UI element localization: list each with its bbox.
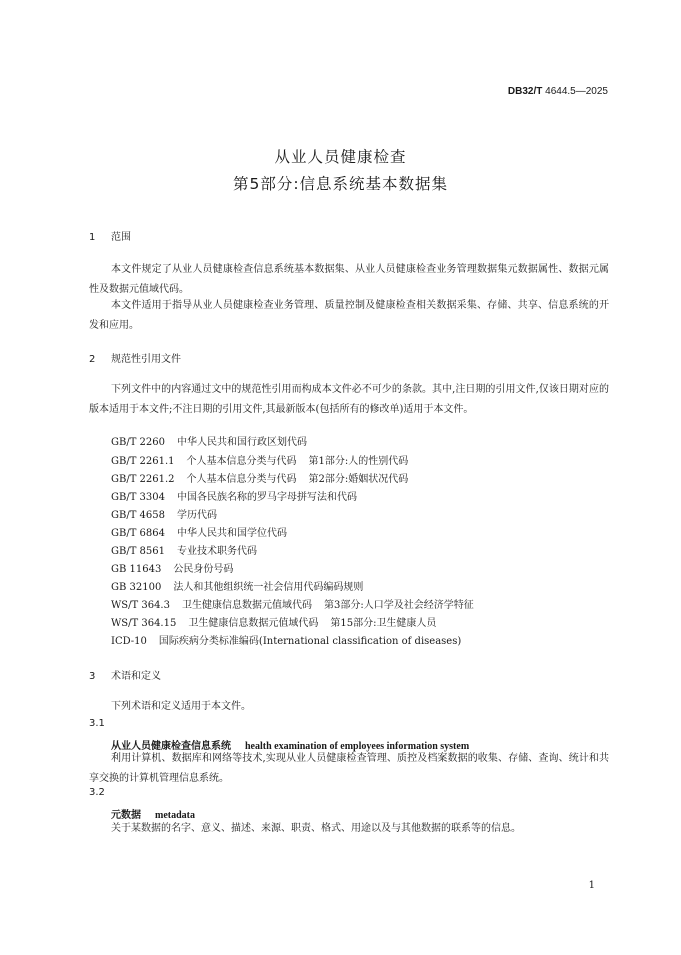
reference-code: WS/T 364.15 <box>111 618 177 629</box>
reference-item <box>111 560 233 580</box>
section-3-heading <box>89 667 161 682</box>
reference-item <box>111 578 363 598</box>
reference-title: 公民身份号码 <box>173 564 234 575</box>
section-2-number: 2 <box>89 354 96 365</box>
document-code-prefix: DB32/T <box>507 86 543 97</box>
title-line-1: 从业人员健康检查 <box>274 148 407 166</box>
reference-code: GB 32100 <box>111 582 162 593</box>
document-code <box>508 86 608 97</box>
section-3-number: 3 <box>89 671 96 682</box>
term-zh: 元数据 <box>111 810 141 821</box>
reference-title: 专业技术职务代码 <box>177 546 258 557</box>
reference-title: 个人基本信息分类与代码 <box>186 474 297 485</box>
reference-item <box>111 506 217 526</box>
section-3-intro: 下列术语和定义适用于本文件。 <box>111 701 251 712</box>
reference-code: GB/T 2261.1 <box>111 456 175 467</box>
reference-title: 中华人民共和国学位代码 <box>177 528 288 539</box>
term-definition: 关于某数据的名字、意义、描述、来源、职责、格式、用途以及与其他数据的联系等的信息。 <box>111 823 521 834</box>
reference-item <box>111 488 357 508</box>
section-1-title: 范围 <box>111 232 131 243</box>
reference-title: 中华人民共和国行政区划代码 <box>177 437 308 448</box>
reference-title: 中国各民族名称的罗马字母拼写法和代码 <box>177 492 358 503</box>
reference-item <box>111 596 474 616</box>
term-zh: 从业人员健康检查信息系统 <box>111 741 231 752</box>
reference-code: GB/T 3304 <box>111 492 166 503</box>
reference-item <box>111 524 287 544</box>
reference-title: 法人和其他组织统一社会信用代码编码规则 <box>173 582 364 593</box>
reference-item <box>111 433 307 453</box>
reference-part: 第15部分:卫生健康人员 <box>330 618 437 629</box>
reference-item <box>111 542 257 562</box>
title-line-2: 第5部分:信息系统基本数据集 <box>232 175 449 193</box>
page-number: 1 <box>588 880 595 891</box>
reference-title: 个人基本信息分类与代码 <box>186 456 297 467</box>
reference-part: 第3部分:人口学及社会经济学特征 <box>323 600 474 611</box>
reference-code: ICD-10 <box>111 636 147 647</box>
reference-code: WS/T 364.3 <box>111 600 170 611</box>
term-en: health examination of employees information system <box>245 741 470 752</box>
reference-code: GB/T 8561 <box>111 546 166 557</box>
reference-item <box>111 452 408 472</box>
reference-code: GB/T 2260 <box>111 437 166 448</box>
section-2-heading <box>89 350 181 365</box>
reference-title: 学历代码 <box>177 510 218 521</box>
reference-code: GB/T 6864 <box>111 528 166 539</box>
reference-part: 第1部分:人的性别代码 <box>308 456 409 467</box>
reference-item <box>111 470 408 490</box>
section-2-title: 规范性引用文件 <box>111 354 181 365</box>
reference-item <box>111 614 436 634</box>
reference-title: 国际疾病分类标准编码(International classification of diseases) <box>158 636 462 647</box>
reference-code: GB/T 4658 <box>111 510 166 521</box>
section-1-number: 1 <box>89 232 96 243</box>
section-1-paragraph-1: 本文件规定了从业人员健康检查信息系统基本数据集、从业人员健康检查业务管理数据集元数据属性、数据元属性及数据元值域代码。 <box>89 264 609 295</box>
reference-title: 卫生健康信息数据元值域代码 <box>181 600 312 611</box>
term-en: metadata <box>155 810 195 821</box>
term-number: 3.1 <box>89 718 105 729</box>
reference-code: GB/T 2261.2 <box>111 474 175 485</box>
term-number: 3.2 <box>89 787 105 798</box>
document-code-number: 4644.5—2025 <box>542 86 608 97</box>
section-2-intro: 下列文件中的内容通过文中的规范性引用而构成本文件必不可少的条款。其中,注日期的引用文件,仅该日期对应的版本适用于本文件;不注日期的引用文件,其最新版本(包括所有的修改单)适用于本文件。 <box>89 384 609 415</box>
reference-item <box>111 632 461 652</box>
section-3-title: 术语和定义 <box>111 671 161 682</box>
section-1-heading <box>89 228 131 243</box>
reference-part: 第2部分:婚姻状况代码 <box>308 474 409 485</box>
section-1-paragraph-2: 本文件适用于指导从业人员健康检查业务管理、质量控制及健康检查相关数据采集、存储、共享、信息系统的开发和应用。 <box>89 300 609 331</box>
term-definition: 利用计算机、数据库和网络等技术,实现从业人员健康检查管理、质控及档案数据的收集、存储、查询、统计和共享交换的计算机管理信息系统。 <box>89 753 609 784</box>
reference-code: GB 11643 <box>111 564 162 575</box>
reference-title: 卫生健康信息数据元值域代码 <box>188 618 319 629</box>
